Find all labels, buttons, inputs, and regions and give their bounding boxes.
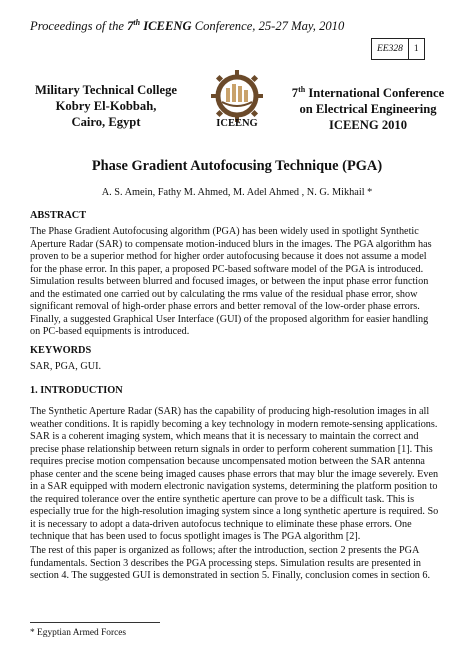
keywords-text: SAR, PGA, GUI. [30, 361, 102, 372]
keywords-heading: KEYWORDS [30, 345, 92, 356]
introduction-para-1: The Synthetic Aperture Radar (SAR) has the capability of producing high-resolution images in all weather conditions. It is rapidly becoming a key technology in modern remote-sensing applications. SAR is a coherent imaging system, which means that it is necessary to maintain the correct and precise phase relationship between return signals in order to perform coherent summation [1]. This requires precise motion compensation because uncompensated motion between the SAR antenna phase center and the scene being imaged causes phase errors that may blur the image severely. Even in a SAR equipped with modern electronic navigation systems, determining the platform position to the required tolerance over the entire synthetic aperture can prove to be a difficult task. This is especially true for the high-resolution imaging system since a long synthetic aperture is required. So it is necessary to adopt a data-driven autofocus technique to eliminate these phase errors. One technique that has been used to focus spotlight images is The PGA algorithm [2]. [30, 406, 439, 542]
logo-text: ICEENG [216, 118, 258, 129]
abstract-heading: ABSTRACT [30, 210, 87, 221]
introduction-para-2: The rest of this paper is organized as follows; after the introduction, section 2 presents the PGA fundamentals. Section 3 describes the PGA processing steps. Simulation results are presented in section 4. The suggested GUI is demonstrated in section 5. Finally, conclusion comes in section 6. [30, 545, 431, 581]
page-number: 1 [408, 39, 424, 59]
paper-code-box [371, 38, 425, 60]
affiliation-left: Military Technical College Kobry El-Kobbah, Cairo, Egypt [34, 83, 177, 129]
introduction-heading: 1. INTRODUCTION [30, 385, 123, 396]
abstract-body: The Phase Gradient Autofocusing algorithm (PGA) has been widely used in spotlight Synthetic Aperture Radar (SAR) to compensate motion-induced blurs in the images. The PGA algorithm has proven to be a superior method for higher order autofocusing because it does not assume a model for the phase error. In this paper, a proposed PC-based software model of the PGA is introduced. Simulation results between blurred and focused images, or between the input phase error function and the estimated one carried out by calculating the rms value of the residual phase error, show significant removal of high-order phase errors and better removal of the low-order phase errors. Finally, a suggested Graphical User Interface (GUI) of the proposed algorithm for easier handling on PC-based equipments is introduced. [30, 226, 432, 337]
paper-title: Phase Gradient Autofocusing Technique (PGA) [91, 158, 383, 174]
affiliation-right: 7th International Conference on Electrical Engineering ICEENG 2010 [291, 85, 445, 133]
running-header: Proceedings of the 7th ICEENG Conference, 25-27 May, 2010 [30, 18, 345, 34]
footnote-divider [30, 622, 160, 623]
authors: A. S. Amein, Fathy M. Ahmed, M. Adel Ahmed , N. G. Mikhail * [101, 187, 373, 198]
paper-code: EE328 [377, 44, 403, 54]
footnote: * Egyptian Armed Forces [30, 628, 127, 638]
